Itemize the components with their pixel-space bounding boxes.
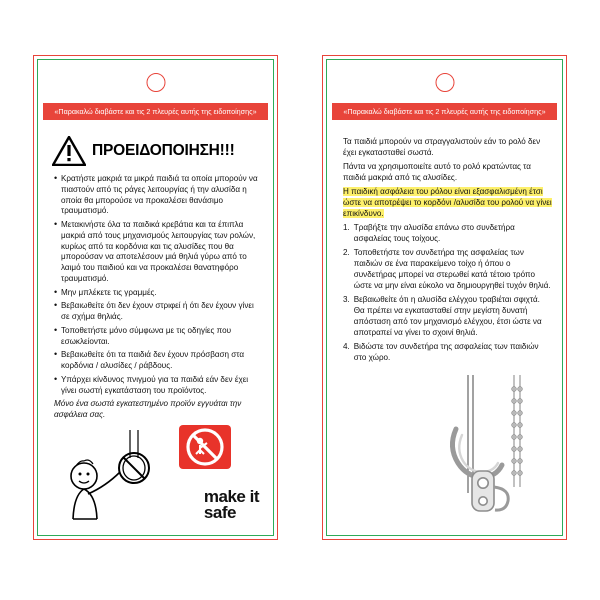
step-text: Βεβαιωθείτε ότι η αλυσίδα ελέγχου τραβιέται σφιχτά. Θα πρέπει να εγκατασταθεί στην μεγίστη δυνατή απόσταση από τον μηχανισμό ελέγχου, έτσι ώστε να αποτραπεί να γίνει το σχοινί θηλιά. xyxy=(353,295,542,337)
list-item: • Τοποθετήστε μόνο σύμφωνα με τις οδηγίες που εσωκλείονται. xyxy=(54,326,263,348)
logo-wordmark xyxy=(203,486,259,522)
logo-line-1: make it xyxy=(203,486,259,506)
punch-hole-left xyxy=(146,73,165,92)
warning-heading xyxy=(52,136,265,166)
list-item: • Μην μπλέκετε τις γραμμές. xyxy=(54,288,263,299)
step-number: 4. xyxy=(343,342,350,351)
step-text: Βιδώστε τον συνδετήρα της ασφαλείας των παιδιών στο χώρο. xyxy=(353,342,539,362)
warning-bullet-list xyxy=(48,174,265,396)
warning-triangle-icon xyxy=(52,136,86,166)
step-number: 1. xyxy=(343,223,350,232)
list-item: • Μετακινήστε όλα τα παιδικά κρεβάτια και τα έπιπλα μακριά από τους μηχανισμούς λειτουργίας των ρολών, κυρίως από τα κορδόνια και τις αλυσίδες που θα μπορούσαν να αποτελέσουν μιά θηλιά γύρω από το λαιμό του παιδιού και να προκαλέσει θανατηφόρο τραυματισμό. xyxy=(54,220,263,285)
highlighted-note xyxy=(343,186,552,219)
chain-safety-clip-illustration xyxy=(428,375,548,525)
step-number: 2. xyxy=(343,248,350,257)
right-card-body xyxy=(337,126,554,529)
warning-tag-front xyxy=(33,55,278,540)
step-text: Τραβήξτε την αλυσίδα επάνω στο συνδετήρα ασφαλείας τους τοίχους. xyxy=(353,223,515,243)
paragraph: Τα παιδιά μπορούν να στραγγαλιστούν εάν το ρολό δεν έχει εγκατασταθεί σωστά. xyxy=(343,137,541,157)
list-item xyxy=(343,341,552,363)
left-card-body xyxy=(48,126,265,529)
list-item xyxy=(343,294,552,338)
punch-hole-right xyxy=(435,73,454,92)
paragraph: Πάντα να χρησιμοποιείτε αυτό το ρολό κρατώντας τα παιδιά μακριά από τις αλυσίδες. xyxy=(343,162,531,182)
instructions-text xyxy=(337,126,554,363)
step-text: Τοποθετήστε τον συνδετήρα της ασφαλείας των παιδιών σε ένα παρακείμενο τοίχο ή όπου ο συνδετήρας μπορεί να στερωθεί κατά τέτοιο τρόπο ώστε να μην είναι εύκολο να δημιουργηθεί τυχόν θηλιά. xyxy=(353,248,551,290)
list-item: • Βεβαιωθείτε ότι δεν έχουν στριφεί ή ότι δεν έχουν γίνει σε σχήμα θηλιάς. xyxy=(54,301,263,323)
italic-note: Μόνο ένα σωστά εγκατεστημένο προϊόν εγγυάται την ασφάλεια σας. xyxy=(54,399,242,419)
left-card-artwork xyxy=(52,420,263,525)
highlight-span: Η παιδική ασφάλεια του ρόλου είναι εξασφαλισμένη έτσι ώστε να αποτρέψει το κορδόνι /αλυσίδα του ρολού να γίνει επικίνδυνο. xyxy=(343,187,552,218)
list-item xyxy=(343,247,552,291)
list-item: • Υπάρχει κίνδυνος πνιγμού για τα παιδιά εάν δεν έχει γίνει σωστή εγκατάσταση του προϊόντος. xyxy=(54,375,263,397)
banner-left: «Παρακαλώ διαβάστε και τις 2 πλευρές αυτής της ειδοποίησης» xyxy=(43,103,268,120)
child-cord-hazard-icon xyxy=(54,428,162,523)
list-item: • Κρατήστε μακριά τα μικρά παιδιά τα οποία μπορούν να πιαστούν από τις ράγες λειτουργίας ή την αλυσίδα η οποία θα μπορούσε να προκαλέσει θανάσιμο τραυματισμό. xyxy=(54,174,263,217)
banner-right: «Παρακαλώ διαβάστε και τις 2 πλευρές αυτής της ειδοποίησης» xyxy=(332,103,557,120)
list-item: • Βεβαιωθείτε ότι τα παιδιά δεν έχουν πρόσβαση στα κορδόνια / αλυσίδες / ράβδους. xyxy=(54,350,263,372)
page-title: ΠΡΟΕΙΔΟΠΟΙΗΣΗ!!! xyxy=(92,142,235,159)
logo-line-2: safe xyxy=(203,502,236,522)
list-item xyxy=(343,222,552,244)
step-number: 3. xyxy=(343,295,350,304)
warning-tag-back xyxy=(322,55,567,540)
